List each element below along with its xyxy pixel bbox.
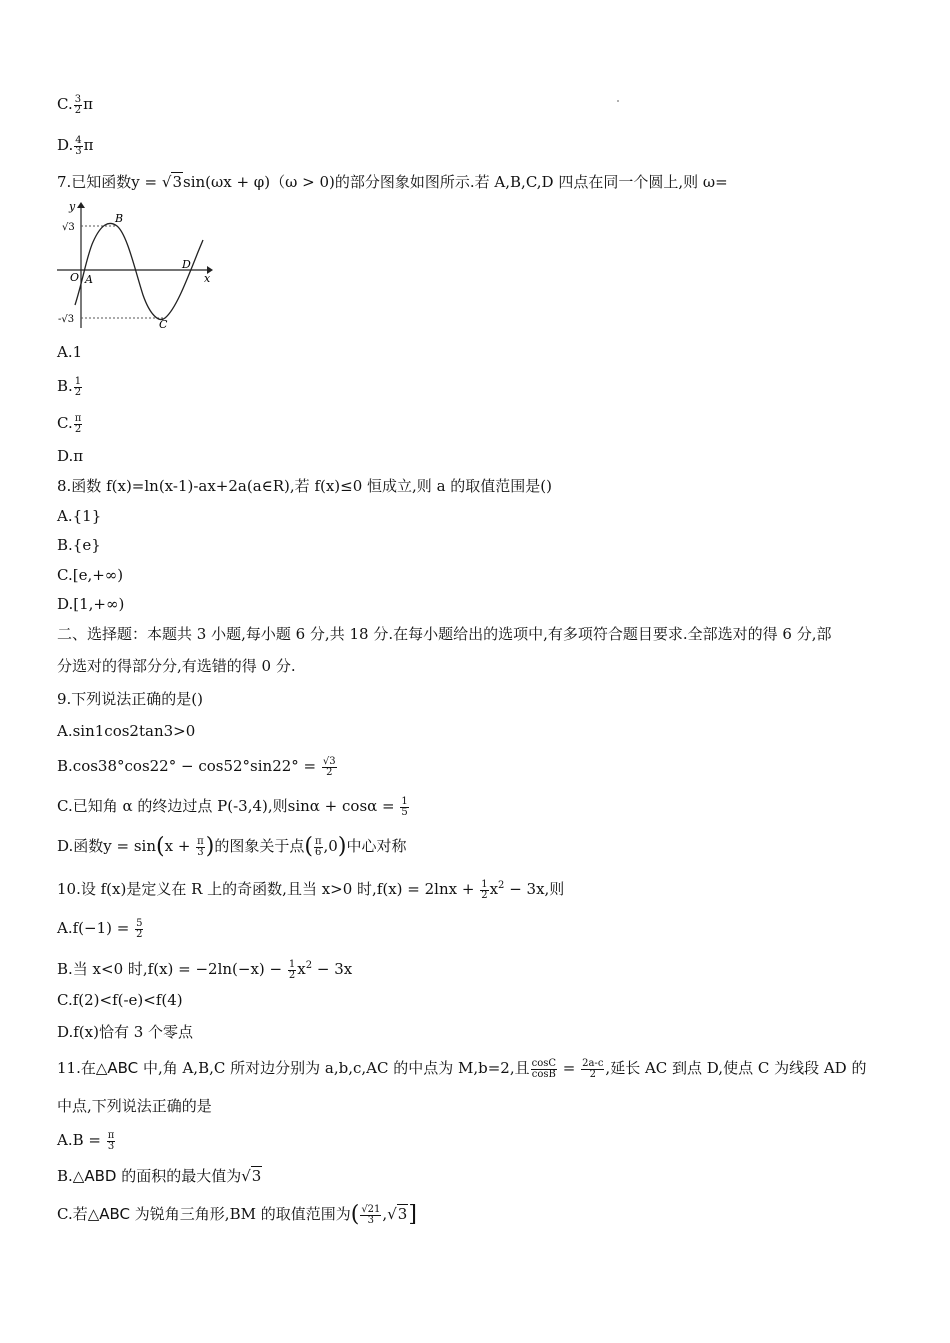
section2-instructions-line1: 二、选择题：本题共 3 小题,每小题 6 分,共 18 分.在每小题给出的选项中,有多项符合题目要求.全部选对的得 6 分,部 [57,625,832,643]
q8-option-c: C.[e,+∞) [57,566,124,584]
sine-curve [75,223,203,319]
q7-stem: 7.已知函数y = √3sin(ωx + φ)（ω > 0)的部分图象如图所示.若 A,B,C,D 四点在同一个圆上,则 ω= [57,173,728,191]
top-tick-label: √3 [62,222,75,233]
bottom-tick-label: -√3 [58,314,75,325]
q8-option-d: D.[1,+∞) [57,595,125,613]
q11-option-c: C.若△ABC 为锐角三角形,BM 的取值范围为( $\frac{√21}{3}$ ,√3] [57,1202,417,1227]
q11-stem-line1: 11.在△ABC 中,角 A,B,C 所对边分别为 a,b,c,AC 的中点为 M,b=2,且 $\frac{\cos C}{\cos B}$ = $\frac{2a-c}{2}$ ,延长 AC 到点 D,使点 C 为线段 AD 的 [57,1057,867,1080]
section2-instructions-line2: 分选对的得部分分,有选错的得 0 分. [57,657,296,675]
point-c-label: C [159,318,168,331]
q8-option-a: A.{1} [57,507,102,525]
q7-option-d: D.π [57,447,84,465]
x-label: x [204,272,211,285]
y-axis-arrow-icon [77,202,85,208]
q7-option-a: A.1 [57,343,83,361]
y-label: y [69,200,76,213]
origin-label: O [70,271,80,284]
point-d-label: D [182,258,191,271]
q10-option-d: D.f(x)恰有 3 个零点 [57,1023,194,1041]
q10-option-c: C.f(2)<f(-e)<f(4) [57,991,183,1009]
q10-option-b: B.当 x<0 时,f(x) = −2ln(−x) − $\frac{1}{2}$ $x^2 - 3x$ [57,958,353,981]
q7-option-c: C. $\frac{\pi}{2}$ [57,412,82,435]
sine-graph-figure [55,200,215,332]
point-a-label: A [85,273,93,286]
q10-stem: 10.设 f(x)是定义在 R 上的奇函数,且当 x>0 时,f(x) = 2lnx + $\frac{1}{2}$ $x^2 - 3x$,则 [57,878,565,901]
q6-option-c: C. $\frac{3}{2}$ π [57,93,93,116]
q6-option-d: D. $\frac{4}{3}$ π [57,134,94,157]
q9-option-c: C.已知角 α 的终边过点 P(-3,4),则sinα + cosα = $\frac{1}{5}$ [57,795,408,818]
q7-option-b: B. $\frac{1}{2}$ [57,375,82,398]
q11-option-b: B.△ABD 的面积的最大值为√3 [57,1167,262,1185]
q8-option-b: B.{e} [57,536,101,554]
q11-stem-line2: 中点,下列说法正确的是 [57,1097,212,1115]
q9-option-a: A.sin1cos2tan3>0 [57,722,196,740]
q9-stem: 9.下列说法正确的是() [57,690,204,708]
stray-dot [617,100,619,102]
q9-option-b: B.cos38°cos22° − cos52°sin22° = $\frac{√3}{2}$ [57,755,336,778]
q10-option-a: A.f(−1) = $\frac{5}{2}$ [57,917,143,940]
point-b-label: B [115,212,124,225]
q11-option-a: A.B = $\frac{\pi}{3}$ [57,1129,115,1152]
q9-option-d: D.函数y = sin(x + $\frac{\pi}{3}$ )的图象关于点( $\frac{\pi}{6}$ ,0)中心对称 [57,834,407,859]
q8-stem: 8.函数 f(x)=ln(x-1)-ax+2a(a∈R),若 f(x)≤0 恒成立,则 a 的取值范围是() [57,477,552,495]
